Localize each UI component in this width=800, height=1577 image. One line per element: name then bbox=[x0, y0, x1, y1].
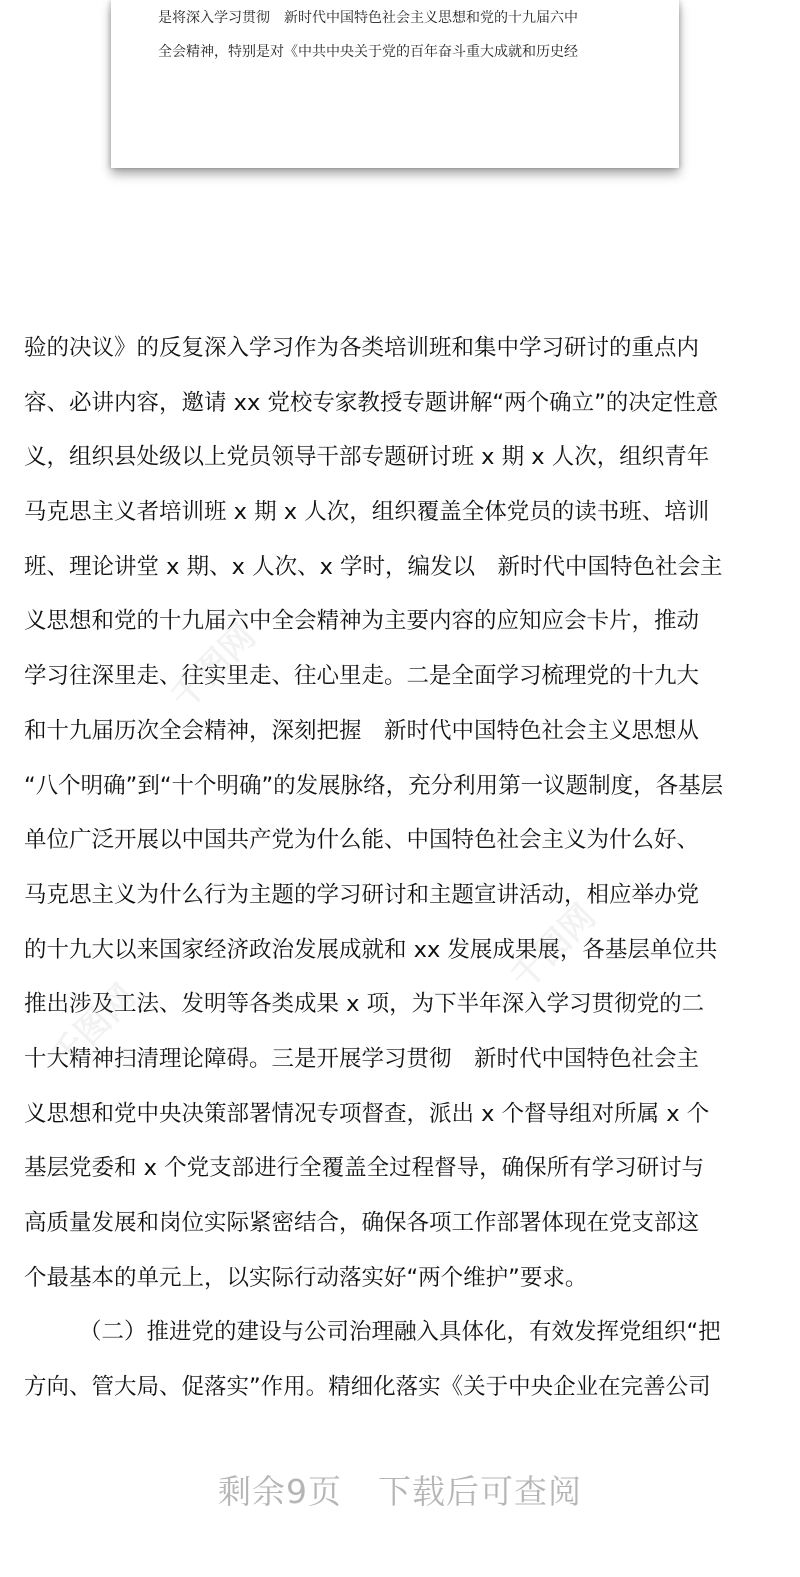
document-body bbox=[24, 321, 776, 1415]
body-line-4: 马克思主义者培训班 x 期 x 人次，组织覆盖全体党员的读书班、培训 bbox=[24, 499, 710, 526]
body-line-9: “八个明确”到“十个明确”的发展脉络，充分利用第一议题制度，各基层 bbox=[24, 772, 724, 799]
body-line-17: 高质量发展和岗位实际紧密结合，确保各项工作部署体现在党支部这 bbox=[24, 1210, 700, 1236]
body-line-11: 马克思主义为什么行为主题的学习研讨和主题宣讲活动，相应举办党 bbox=[24, 881, 700, 908]
watermark: 千图网 bbox=[43, 976, 144, 1078]
body-line-2: 容、必讲内容，邀请 xx 党校专家教授专题讲解“两个确立”的决定性意 bbox=[24, 389, 719, 416]
download-to-view-label: 下载后可查阅 bbox=[378, 1472, 582, 1511]
body-line-8: 和十九届历次全会精神，深刻把握 新时代中国特色社会主义思想从 bbox=[24, 717, 700, 744]
body-line-3: 义，组织县处级以上党员领导干部专题研讨班 x 期 x 人次，组织青年 bbox=[24, 444, 710, 471]
preview-line-1: 是将深入学习贯彻 新时代中国特色社会主义思想和党的十九届六中 bbox=[158, 10, 578, 26]
previous-page-preview bbox=[111, 0, 679, 168]
download-prompt[interactable] bbox=[0, 1466, 800, 1513]
watermark: 千图网 bbox=[163, 616, 264, 718]
body-line-12: 的十九大以来国家经济政治发展成就和 xx 发展成果展，各基层单位共 bbox=[24, 936, 718, 963]
body-line-7: 学习往深里走、往实里走、往心里走。二是全面学习梳理党的十九大 bbox=[24, 663, 700, 690]
body-line-5: 班、理论讲堂 x 期、x 人次、x 学时，编发以 新时代中国特色社会主 bbox=[24, 553, 723, 580]
body-line-13: 推出涉及工法、发明等各类成果 x 项，为下半年深入学习贯彻党的二 bbox=[24, 991, 705, 1018]
body-line-14: 十大精神扫清理论障碍。三是开展学习贯彻 新时代中国特色社会主 bbox=[24, 1045, 700, 1072]
body-line-6: 义思想和党的十九届六中全会精神为主要内容的应知应会卡片，推动 bbox=[24, 608, 700, 635]
body-line-19: （二）推进党的建设与公司治理融入具体化，有效发挥党组织“把 bbox=[79, 1319, 721, 1346]
watermark: 千图网 bbox=[503, 896, 604, 998]
body-line-1: 验的决议》的反复深入学习作为各类培训班和集中学习研讨的重点内 bbox=[24, 335, 700, 361]
body-line-18: 个最基本的单元上，以实际行动落实好“两个维护”要求。 bbox=[24, 1264, 588, 1291]
remaining-pages-label: 剩余9页 bbox=[218, 1472, 342, 1511]
body-line-16: 基层党委和 x 个党支部进行全覆盖全过程督导，确保所有学习研讨与 bbox=[24, 1155, 705, 1182]
body-line-20: 方向、管大局、促落实”作用。精细化落实《关于中央企业在完善公司 bbox=[24, 1374, 711, 1401]
body-line-15: 义思想和党中央决策部署情况专项督查，派出 x 个督导组对所属 x 个 bbox=[24, 1100, 710, 1127]
body-line-10: 单位广泛开展以中国共产党为什么能、中国特色社会主义为什么好、 bbox=[24, 827, 700, 854]
preview-line-2: 全会精神，特别是对《中共中央关于党的百年奋斗重大成就和历史经 bbox=[158, 44, 578, 60]
